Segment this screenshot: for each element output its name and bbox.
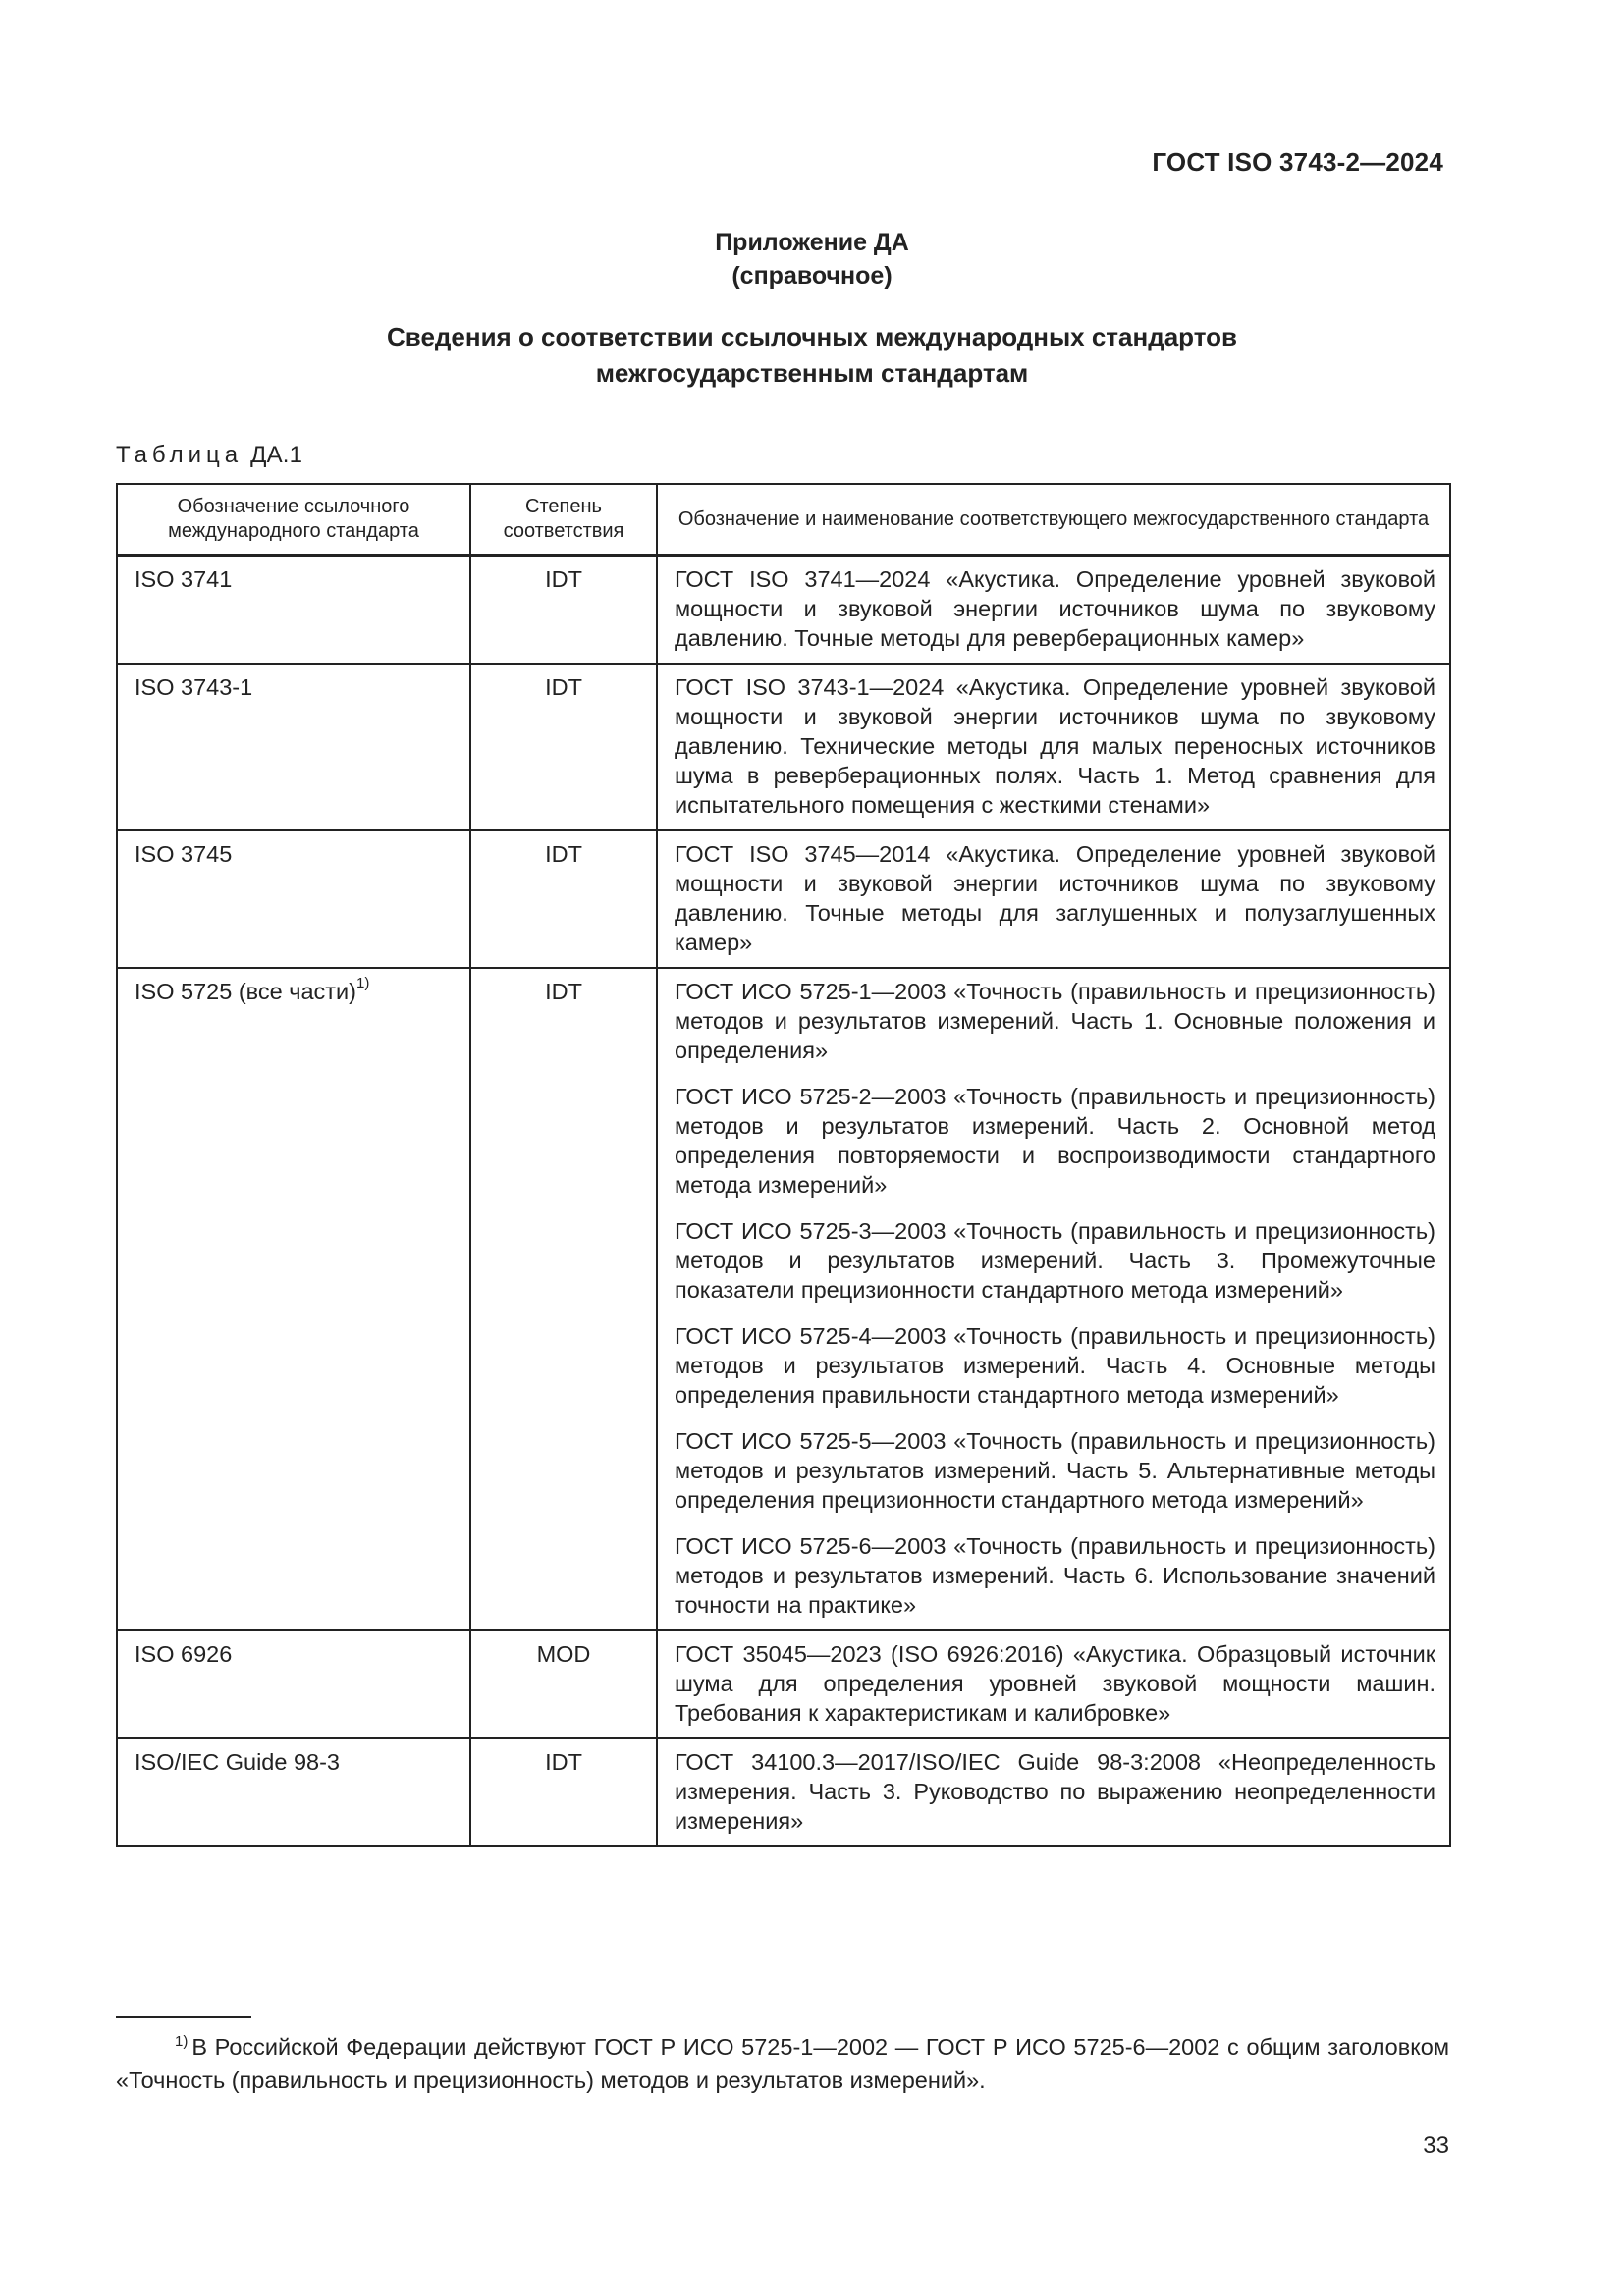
- table-label: [116, 442, 302, 469]
- footnote-divider: [116, 2016, 251, 2018]
- intl-standard-cell: [117, 968, 470, 1630]
- table-label-word: Таблица: [116, 442, 244, 468]
- intl-standard-cell: ISO 3745: [117, 830, 470, 968]
- standard-entry: ГОСТ ИСО 5725-2—2003 «Точность (правильность и прецизионность) методов и результатов измерений. Часть 2. Основной метод определения повторяемости и воспроизводимости стандартного метода измерений»: [675, 1084, 1435, 1198]
- annex-title: Приложение ДА: [715, 229, 909, 256]
- standard-entry: ГОСТ ИСО 5725-4—2003 «Точность (правильность и прецизионность) методов и результатов измерений. Часть 4. Основные методы определения правильности стандартного метода измерений»: [675, 1323, 1435, 1408]
- footnote-mark: 1): [175, 2033, 189, 2050]
- column-header-intl-standard: Обозначение ссылочного международного стандарта: [117, 484, 470, 556]
- interstate-standard-cell: [657, 968, 1450, 1630]
- table-label-number: ДА.1: [250, 442, 303, 468]
- intl-standard-cell: ISO/IEC Guide 98-3: [117, 1738, 470, 1846]
- degree-cell: IDT: [470, 830, 657, 968]
- standard-entry: ГОСТ ИСО 5725-6—2003 «Точность (правильность и прецизионность) методов и результатов измерений. Часть 6. Использование значений точности на практике»: [675, 1533, 1435, 1618]
- intl-standard-text: ISO 5725 (все части): [135, 979, 356, 1004]
- correspondence-table: [116, 483, 1451, 1847]
- table-row: [117, 830, 1450, 968]
- interstate-standard-cell: [657, 1630, 1450, 1738]
- degree-cell: IDT: [470, 968, 657, 1630]
- standard-entry: ГОСТ ISO 3741—2024 «Акустика. Определение уровней звуковой мощности и звуковой энергии источников шума по звуковому давлению. Точные методы для реверберационных камер»: [675, 566, 1435, 651]
- table-row: [117, 1630, 1450, 1738]
- intl-standard-cell: ISO 3741: [117, 556, 470, 665]
- column-header-interstate-standard: Обозначение и наименование соответствующего межгосударственного стандарта: [657, 484, 1450, 556]
- document-id: ГОСТ ISO 3743-2—2024: [1152, 147, 1443, 177]
- intl-standard-cell: ISO 6926: [117, 1630, 470, 1738]
- intl-standard-cell: ISO 3743-1: [117, 664, 470, 830]
- table-header-row: [117, 484, 1450, 556]
- degree-cell: MOD: [470, 1630, 657, 1738]
- page-title-line-1: Сведения о соответствии ссылочных международных стандартов: [387, 322, 1237, 351]
- interstate-standard-cell: [657, 664, 1450, 830]
- column-header-degree: Степень соответствия: [470, 484, 657, 556]
- degree-cell: IDT: [470, 664, 657, 830]
- standard-entry: ГОСТ ИСО 5725-3—2003 «Точность (правильность и прецизионность) методов и результатов измерений. Часть 3. Промежуточные показатели прецизионности стандартного метода измерений»: [675, 1218, 1435, 1303]
- table-row: [117, 968, 1450, 1630]
- page-number: 33: [1423, 2132, 1449, 2159]
- footnote-text: В Российской Федерации действуют ГОСТ Р ИСО 5725-1—2002 — ГОСТ Р ИСО 5725-6—2002 с общим заголовком «Точность (правильность и прецизионность) методов и результатов измерений».: [116, 2034, 1449, 2093]
- standard-entry: ГОСТ ИСО 5725-5—2003 «Точность (правильность и прецизионность) методов и результатов измерений. Часть 5. Альтернативные методы определения прецизионности стандартного метода измерений»: [675, 1428, 1435, 1513]
- page-title: [0, 319, 1624, 392]
- standard-entry: ГОСТ 34100.3—2017/ISO/IEC Guide 98-3:2008 «Неопределенность измерения. Часть 3. Руководство по выражению неопределенности измерения»: [675, 1749, 1435, 1834]
- interstate-standard-cell: [657, 556, 1450, 665]
- interstate-standard-cell: [657, 830, 1450, 968]
- standard-entry: ГОСТ ISO 3743-1—2024 «Акустика. Определение уровней звуковой мощности и звуковой энергии источников шума по звуковому давлению. Технические методы для малых переносных источников шума в реверберационных полях. Часть 1. Метод сравнения для испытательного помещения с жесткими стенами»: [675, 674, 1435, 818]
- degree-cell: IDT: [470, 1738, 657, 1846]
- footnote: [116, 2032, 1449, 2095]
- degree-cell: IDT: [470, 556, 657, 665]
- standard-entry: ГОСТ ИСО 5725-1—2003 «Точность (правильность и прецизионность) методов и результатов измерений. Часть 1. Основные положения и определения»: [675, 979, 1435, 1063]
- table-row: [117, 664, 1450, 830]
- footnote-reference: 1): [356, 975, 370, 992]
- page-title-line-2: межгосударственным стандартам: [595, 358, 1029, 388]
- annex-subtitle: (справочное): [731, 262, 893, 290]
- standard-entry: ГОСТ ISO 3745—2014 «Акустика. Определение уровней звуковой мощности и звуковой энергии источников шума по звуковому давлению. Точные методы для заглушенных и полузаглушенных камер»: [675, 841, 1435, 955]
- interstate-standard-cell: [657, 1738, 1450, 1846]
- standard-entry: ГОСТ 35045—2023 (ISO 6926:2016) «Акустика. Образцовый источник шума для определения уровней звуковой мощности машин. Требования к характеристикам и калибровке»: [675, 1641, 1435, 1726]
- annex-heading: [0, 226, 1624, 293]
- table-row: [117, 1738, 1450, 1846]
- table-row: [117, 556, 1450, 665]
